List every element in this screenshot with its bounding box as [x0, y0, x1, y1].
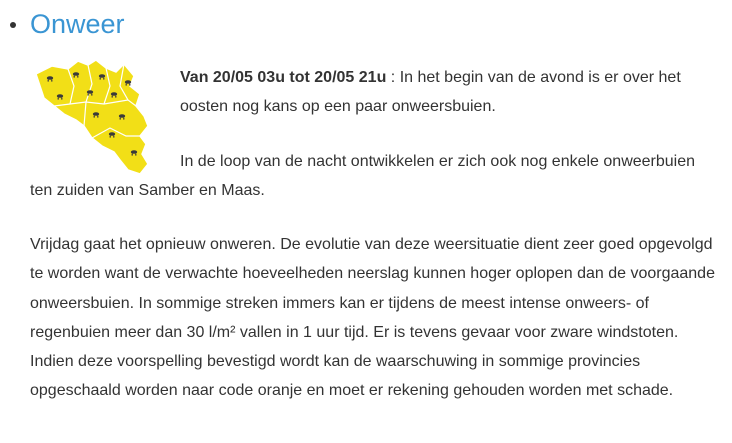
period-separator: :: [386, 69, 400, 86]
section-title: Onweer: [30, 9, 125, 39]
warning-period: Van 20/05 03u tot 20/05 21u: [180, 69, 387, 86]
warning-paragraph-night: In de loop van de nacht ontwikkelen er zich ook nog enkele onweerbuien ten zuiden van Samber en Maas.: [30, 153, 696, 200]
list-bullet: [10, 22, 16, 28]
warning-intro-text: In het begin van de avond is er over het oosten nog kans op een paar onweersbuien.: [180, 69, 681, 116]
warning-paragraph-intro: [180, 63, 720, 122]
warning-paragraph-outlook: Vrijdag gaat het opnieuw onweren. De evolutie van deze weersituatie dient zeer goed opgevolgd te worden want de verwachte hoeveelheden neerslag kunnen hoger oplopen dan de voorgaande onweersbuien. In sommige streken immers kan er tijdens de meest intense onweers- of regenbuien meer dan 30 l/m² vallen in 1 uur tijd. Er is tevens gevaar voor zware windstoten. Indien deze voorspelling bevestigd wordt kan de waarschuwing in sommige provincies opgeschaald worden naar code oranje en moet er rekening gehouden worden met schade.: [30, 236, 715, 400]
